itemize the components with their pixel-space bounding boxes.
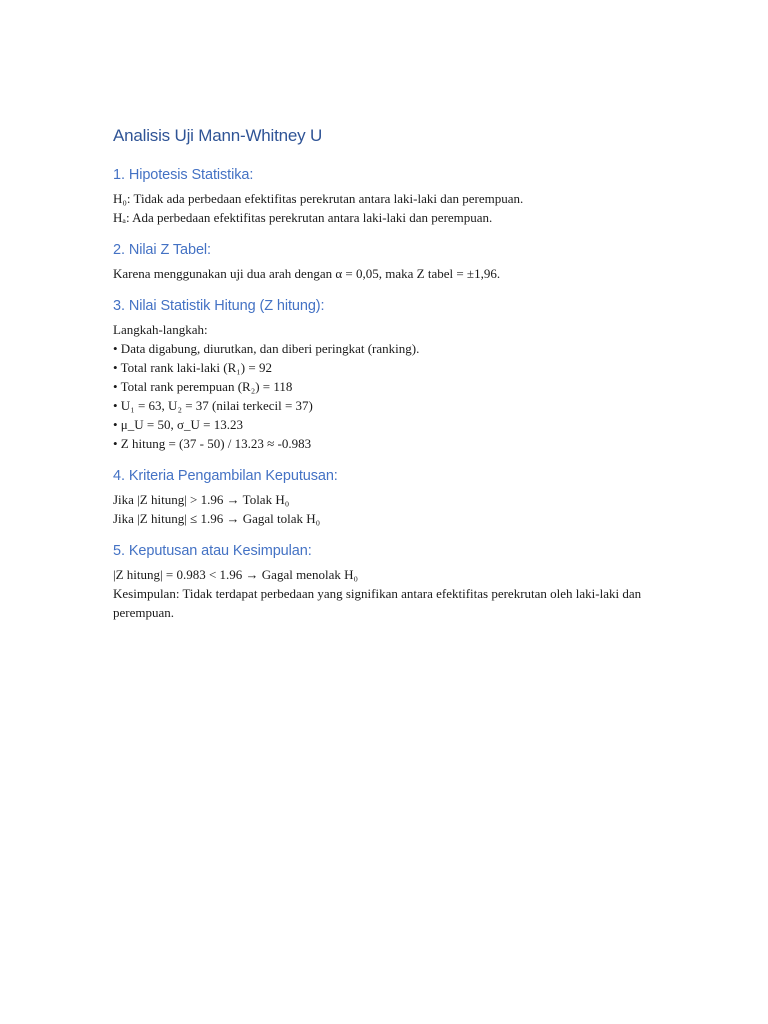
section-hipotesis	[113, 164, 653, 227]
criterion-reject: Jika |Z hitung| > 1.96 → Tolak H₀	[113, 492, 290, 507]
conclusion-text: Kesimpulan: Tidak terdapat perbedaan yang signifikan antara efektifitas perekrutan oleh laki-laki dan perempuan.	[113, 586, 642, 620]
steps-label: Langkah-langkah:	[113, 322, 208, 337]
document-title: Analisis Uji Mann-Whitney U	[113, 126, 323, 145]
step-item: • U₁ = 63, U₂ = 37 (nilai terkecil = 37)	[113, 398, 313, 413]
document-page	[113, 124, 653, 634]
hypothesis-alternative: Hₐ: Ada perbedaan efektifitas perekrutan antara laki-laki dan perempuan.	[113, 210, 493, 225]
section-heading: 4. Kriteria Pengambilan Keputusan:	[113, 468, 338, 484]
step-item: • Data digabung, diurutkan, dan diberi peringkat (ranking).	[113, 341, 420, 356]
section-heading: 1. Hipotesis Statistika:	[113, 167, 254, 183]
section-heading: 5. Keputusan atau Kesimpulan:	[113, 543, 312, 559]
criterion-fail-reject: Jika |Z hitung| ≤ 1.96 → Gagal tolak H₀	[113, 511, 321, 526]
hypothesis-null: H₀: Tidak ada perbedaan efektifitas perekrutan antara laki-laki dan perempuan.	[113, 191, 524, 206]
decision-text: |Z hitung| = 0.983 < 1.96 → Gagal menolak H₀	[113, 567, 359, 582]
step-item: • Z hitung = (37 - 50) / 13.23 ≈ -0.983	[113, 436, 312, 451]
step-item: • Total rank perempuan (R₂) = 118	[113, 379, 293, 394]
section-heading: 3. Nilai Statistik Hitung (Z hitung):	[113, 298, 325, 314]
step-item: • Total rank laki-laki (R₁) = 92	[113, 360, 272, 375]
section-z-tabel	[113, 239, 653, 283]
section-heading: 2. Nilai Z Tabel:	[113, 242, 211, 258]
section-kriteria	[113, 465, 653, 528]
step-item: • μ_U = 50, σ_U = 13.23	[113, 417, 243, 432]
section-kesimpulan	[113, 540, 653, 622]
z-table-text: Karena menggunakan uji dua arah dengan α = 0,05, maka Z tabel = ±1,96.	[113, 266, 501, 281]
section-z-hitung	[113, 295, 653, 453]
